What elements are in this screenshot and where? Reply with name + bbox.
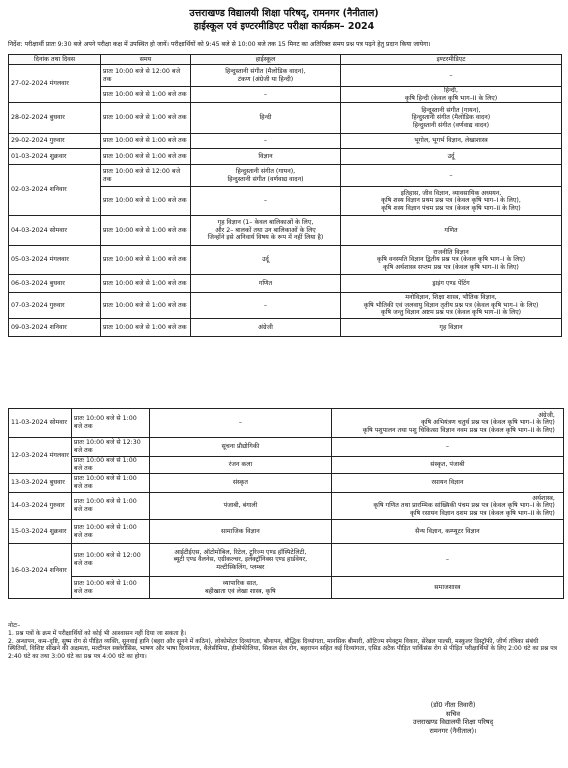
subject-line: कृषि अर्थशास्त्र सप्तम प्रश्न पत्र (केवल कृषि भाग–II के लिए) (383, 263, 519, 271)
subject-line: इतिहास, जीव विज्ञान, व्यावसायिक अध्ययन, (400, 189, 502, 197)
signatory-designation: सचिव (445, 709, 461, 718)
exam-time-cell: प्रातः 10:00 बजे से 12:00 बजे तक (101, 65, 191, 87)
exam-time-cell: प्रातः 10:00 बजे से 1:00 बजे तक (101, 216, 191, 246)
intermediate-subject-cell (331, 520, 563, 544)
highschool-subject-cell (149, 438, 331, 457)
subject-line: और 2– बालकों तथा उन बालिकाओं के लिए (215, 226, 316, 234)
table-row (9, 65, 562, 87)
exam-time-cell: प्रातः 10:00 बजे से 1:00 बजे तक (101, 103, 191, 134)
subject-line: कृषि अभियंत्रण चतुर्थ प्रश्न पत्र (केवल कृषि भाग–I के लिए) (421, 419, 555, 427)
intermediate-subject-cell (341, 246, 562, 275)
highschool-subject-cell (149, 520, 331, 544)
highschool-subject-cell (191, 87, 341, 103)
exam-time-cell: प्रातः 10:00 बजे से 12:30 बजे तक (71, 438, 149, 457)
highschool-subject-cell (191, 103, 341, 134)
subject-line: व्यापारिक सात, (222, 579, 258, 587)
highschool-subject-cell (191, 275, 341, 293)
subject-line: कृषि शस्य विज्ञान प्रथम प्रश्न पत्र (केवल कृषि भाग–I के लिए), (381, 197, 521, 205)
subject-line: – (263, 197, 268, 205)
subject-line: हिन्दुस्तानी संगीत (गायन), (421, 106, 481, 114)
subject-line: पंजाबी, बंगाली (223, 502, 258, 510)
subject-line: – (449, 171, 453, 179)
subject-line: हिन्दुस्तानी संगीत (वर्णवाद्य वादन) (227, 175, 304, 183)
highschool-subject-cell (191, 65, 341, 87)
exam-time-cell: प्रातः 10:00 बजे से 1:00 बजे तक (101, 149, 191, 165)
schedule-table-part2 (8, 408, 564, 599)
subject-line: सैन्य विज्ञान, कम्प्यूटर विज्ञान (415, 527, 480, 535)
intermediate-column-header: इण्टरमीडिएट (341, 55, 562, 65)
table-row (9, 134, 562, 149)
subject-line: भूगोल, भूगर्भ विज्ञान, लेखाशास्त्र (414, 137, 488, 145)
table-row (9, 165, 562, 187)
subject-line: कृषि पशुपालन तथा पशु चिकित्सा विज्ञान नवम प्रश्न पत्र (केवल कृषि भाग–II के लिए) (362, 426, 555, 434)
subject-line: गणित (444, 226, 458, 234)
intermediate-subject-cell (331, 457, 563, 474)
exam-date-cell: 12-03-2024 मंगलवार (9, 438, 72, 474)
subject-line: टंकण (अंग्रेजी या हिन्दी) (237, 75, 294, 83)
subject-line: हिन्दुस्तानी संगीत (वर्णवाद्य वादन) (412, 121, 490, 129)
exam-date-cell: 29-02-2024 गुरुवार (9, 134, 101, 149)
exam-date-cell: 09-03-2024 शनिवार (9, 319, 101, 337)
highschool-subject-cell (191, 319, 341, 337)
exam-time-cell: प्रातः 10:00 बजे से 1:00 बजे तक (71, 520, 149, 544)
highschool-subject-cell (149, 493, 331, 520)
exam-time-cell: प्रातः 10:00 बजे से 1:00 बजे तक (71, 457, 149, 474)
highschool-subject-cell (149, 409, 331, 438)
table-row (9, 103, 562, 134)
exam-date-cell: 13-03-2024 बुधवार (9, 474, 72, 493)
exam-time-cell: प्रातः 10:00 बजे से 1:00 बजे तक (101, 87, 191, 103)
intermediate-subject-cell (341, 319, 562, 337)
signatory-organization: उत्तराखण्ड विद्यालयी शिक्षा परिषद् (412, 718, 494, 727)
intermediate-subject-cell (341, 65, 562, 87)
exam-schedule-title: हाईस्कूल एवं इण्टरमीडिएट परीक्षा कार्यक्रम– 2024 (193, 21, 375, 32)
table-row (9, 149, 562, 165)
exam-time-cell: प्रातः 10:00 बजे से 1:00 बजे तक (71, 409, 149, 438)
intermediate-subject-cell (341, 87, 562, 103)
time-column-header: समय (101, 55, 191, 65)
exam-time-cell: प्रातः 10:00 बजे से 1:00 बजे तक (101, 134, 191, 149)
exam-time-cell: प्रातः 10:00 बजे से 1:00 बजे तक (101, 187, 191, 216)
exam-date-cell: 15-03-2024 शुक्रवार (9, 520, 72, 544)
intermediate-subject-cell (341, 134, 562, 149)
subject-line: – (263, 301, 268, 309)
table-row (9, 246, 562, 275)
highschool-subject-cell (149, 474, 331, 493)
table-row (9, 275, 562, 293)
subject-line: संस्कृत (232, 479, 248, 487)
intermediate-subject-cell (331, 493, 563, 520)
intermediate-subject-cell (341, 149, 562, 165)
table-row (9, 577, 564, 599)
subject-line: सूचना प्रौद्योगिकी (221, 443, 260, 451)
highschool-subject-cell (191, 216, 341, 246)
subject-line: सामाजिक विज्ञान (221, 527, 260, 535)
highschool-subject-cell (191, 149, 341, 165)
exam-time-cell: प्रातः 10:00 बजे से 1:00 बजे तक (101, 275, 191, 293)
subject-line: ड्राइंग एण्ड पेंटिंग (432, 279, 470, 287)
highschool-subject-cell (149, 544, 331, 577)
table-row (9, 319, 562, 337)
subject-line: हिन्दुस्तानी संगीत (मैलोडिक वादन), (225, 67, 306, 75)
exam-time-cell: प्रातः 10:00 बजे से 1:00 बजे तक (101, 246, 191, 275)
intermediate-subject-cell (341, 103, 562, 134)
subject-line: ब्यूटी एण्ड वैलनेस, एग्रीकल्चर, इलेक्ट्रॉनिक्स एण्ड हार्डवेयर, (173, 556, 308, 564)
subject-line: – (445, 556, 449, 564)
highschool-subject-cell (191, 246, 341, 275)
subject-line: अर्थशास्त्र, (532, 494, 555, 502)
highschool-subject-cell (149, 457, 331, 474)
signature-block (378, 701, 528, 735)
exam-date-cell: 28-02-2024 बुधवार (9, 103, 101, 134)
subject-line: बहीखाता एवं लेखा शास्त्र, कृषि (205, 587, 276, 595)
subject-line: अंग्रेजी, (538, 411, 555, 419)
subject-line: उर्दू (262, 256, 269, 264)
subject-line: कृषि भौतिकी एवं जलवायु विज्ञान तृतीय प्रश्न पत्र (केवल कृषि भाग–I के लिए) (363, 301, 539, 309)
exam-date-cell: 04-03-2024 सोमवार (9, 216, 101, 246)
subject-line: आईटीईएस, ऑटोमोबिल, रिटेल, टूरिज्म एण्ड हॉस्पिटेलिटी, (174, 548, 307, 556)
notes-section (8, 622, 560, 661)
highschool-subject-cell (191, 134, 341, 149)
note-item: 1. प्रश्न पत्रों के क्रम में परीक्षार्थियों को कोई भी आश्वासन नहीं दिया जा सकता है। (8, 629, 187, 637)
subject-line: गृह विज्ञान (439, 323, 463, 331)
subject-line: रंजन कला (228, 461, 253, 469)
signatory-name: (डॉ0 नीता तिवारी) (430, 701, 476, 709)
subject-line: हिन्दी, (444, 87, 458, 94)
subject-line: हिन्दुस्तानी संगीत (मैलोडिक वादन) (411, 114, 491, 122)
subject-line: हिन्दुस्तानी संगीत (गायन), (235, 168, 296, 176)
exam-date-cell: 11-03-2024 सोमवार (9, 409, 72, 438)
intermediate-subject-cell (341, 165, 562, 187)
subject-line: कृषि वनस्पति विज्ञान द्वितीय प्रश्न पत्र (केवल कृषि भाग–I के लिए) (376, 256, 526, 264)
subject-line: – (238, 419, 242, 427)
intermediate-subject-cell (331, 577, 563, 599)
subject-line: संस्कृत, पंजाबी (430, 461, 465, 469)
table-row (9, 216, 562, 246)
exam-time-cell: प्रातः 10:00 बजे से 1:00 बजे तक (71, 493, 149, 520)
subject-line: – (449, 71, 453, 79)
notes-title: नोटः– (8, 622, 21, 629)
table-header-row (9, 55, 562, 65)
exam-date-cell: 27-02-2024 मंगलवार (9, 65, 101, 103)
subject-line: मनोविज्ञान, शिक्षा शास्त्र, भौतिक विज्ञान, (405, 294, 497, 302)
table-row (9, 438, 564, 457)
subject-line: कृषि शस्य विज्ञान पंचम प्रश्न पत्र (केवल कृषि भाग–II के लिए) (381, 204, 521, 212)
table-row (9, 520, 564, 544)
note-item: 2. अन्धापन, कम–दृष्टि, सुष्म रोग से पीड़ित व्यक्ति, सुनवाई हानि (बहरा और सुनने में कठिन), लोकोमोटर दिव्यांगता, बौनापन, बौद्धिक दिव्यांगता, मानसिक बीमारी, ऑटिज्म स्पेक्ट्रम विकार, सेरेब्रल पाल्सी, मस्कुलर डिस्ट्रॉफी, जीर्ण तंत्रिका संबंधी स्थितियाँ, विशिष्ट सीखने की अक्षमता, मल्टीपल स्क्लेरोसिस, भाषण और भाषा दिव्यांगता, थैलेसीमिया, हीमोफीलिया, सिकल सेल रोग, बहरापन सहित कई दिव्यांगता, एसिड अटैक पीड़ित पार्किंसंस रोग से पीड़ित परीक्षार्थियों के लिए 2:00 घंटे का प्रश्न पत्र 2:40 घंटे का तथा 3:00 घंटे का प्रश्न पत्र 4:00 घंटे का होगा। (8, 637, 558, 661)
intermediate-subject-cell (331, 409, 563, 438)
exam-time-cell: प्रातः 10:00 बजे से 12:00 बजे तक (101, 165, 191, 187)
subject-line: – (263, 137, 268, 145)
exam-time-cell: प्रातः 10:00 बजे से 12:00 बजे तक (71, 544, 149, 577)
exam-date-cell: 02-03-2024 शनिवार (9, 165, 101, 216)
table-row (9, 293, 562, 319)
intermediate-subject-cell (341, 216, 562, 246)
signatory-place: रामनगर (नैनीताल)। (429, 726, 477, 735)
board-title: उत्तराखण्ड विद्यालयी शिक्षा परिषद्, रामनगर (नैनीताल) (189, 8, 379, 19)
subject-line: राजनीति विज्ञान (433, 248, 469, 256)
exam-date-cell: 05-03-2024 मंगलवार (9, 246, 101, 275)
exam-date-cell: 16-03-2024 शनिवार (9, 544, 72, 599)
table-row (9, 493, 564, 520)
table-row (9, 544, 564, 577)
intermediate-subject-cell (331, 544, 563, 577)
subject-line: अंग्रेजी (258, 323, 273, 331)
intermediate-subject-cell (341, 187, 562, 216)
highschool-subject-cell (191, 187, 341, 216)
table-row (9, 474, 564, 493)
subject-line: जिन्होंने इसे अनिवार्य विषय के रूप में नहीं लिया है) (207, 234, 324, 242)
subject-line: कृषि रसायन विज्ञान दशम प्रश्न पत्र (केवल कृषि भाग–II के लिए) (410, 509, 555, 517)
subject-line: मल्टीस्किलिंग, प्लम्बर (216, 563, 265, 571)
subject-line: – (445, 443, 449, 451)
subject-line: विज्ञान (258, 152, 273, 160)
exam-date-cell: 01-03-2024 शुक्रवार (9, 149, 101, 165)
highschool-subject-cell (149, 577, 331, 599)
subject-line: कृषि जन्तु विज्ञान अष्टम प्रश्न पत्र (केवल कृषि भाग–II के लिए) (380, 309, 522, 317)
instruction-text: निर्देश: परीक्षार्थी प्रातः 9:30 बजे अपने परीक्षा कक्ष में उपस्थित हो जायें। परीक्षार्थियों को 9:45 बजे से 10:00 बजे तक 15 मिनट का अतिरिक्त समय प्रश्न पत्र पढ़ने हेतु प्रदान किया जायेगा। (8, 41, 431, 48)
subject-line: समाजशास्त्र (434, 583, 461, 591)
subject-line: गणित (258, 279, 273, 287)
subject-line: गृह विज्ञान (1– केवल बालिकाओं के लिए, (217, 219, 314, 227)
intermediate-subject-cell (331, 438, 563, 457)
highschool-subject-cell (191, 293, 341, 319)
exam-time-cell: प्रातः 10:00 बजे से 1:00 बजे तक (71, 577, 149, 599)
subject-line: हिन्दी (259, 114, 272, 122)
exam-date-cell: 06-03-2024 बुधवार (9, 275, 101, 293)
exam-date-cell: 07-03-2024 गुरुवार (9, 293, 101, 319)
schedule-table-part1 (8, 54, 562, 337)
exam-time-cell: प्रातः 10:00 बजे से 1:00 बजे तक (71, 474, 149, 493)
date-column-header: दिनांक तथा दिवस (9, 55, 101, 65)
subject-line: कृषि हिन्दी (केवल कृषि भाग–II के लिए) (404, 94, 498, 102)
exam-date-cell: 14-03-2024 गुरुवार (9, 493, 72, 520)
exam-time-cell: प्रातः 10:00 बजे से 1:00 बजे तक (101, 319, 191, 337)
subject-line: – (263, 90, 268, 98)
intermediate-subject-cell (331, 474, 563, 493)
exam-time-cell: प्रातः 10:00 बजे से 1:00 बजे तक (101, 293, 191, 319)
highschool-column-header: हाईस्कूल (191, 55, 341, 65)
highschool-subject-cell (191, 165, 341, 187)
intermediate-subject-cell (341, 293, 562, 319)
table-row (9, 409, 564, 438)
subject-line: उर्दू (447, 152, 455, 160)
subject-line: रसायन विज्ञान (431, 479, 464, 487)
intermediate-subject-cell (341, 275, 562, 293)
subject-line: कृषि गणित तथा प्रारम्भिक सांख्यिकी पंचम प्रश्न पत्र (केवल कृषि भाग–I के लिए) (373, 502, 555, 510)
table-row (9, 457, 564, 474)
